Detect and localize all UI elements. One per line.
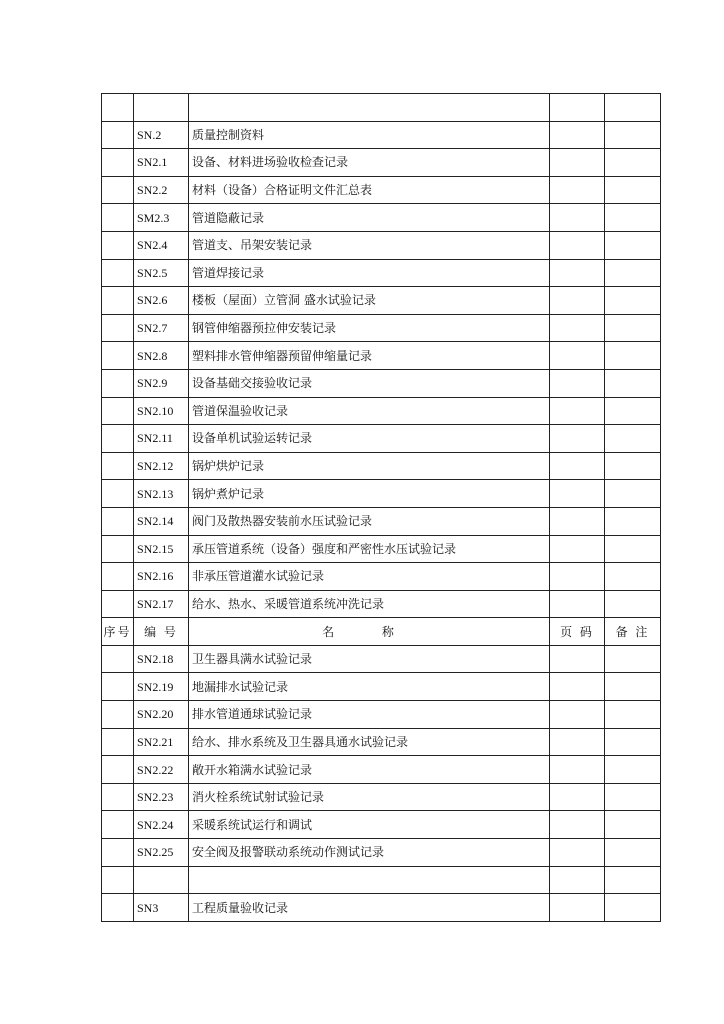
cell-code: SN2.19 (134, 673, 189, 701)
cell-name (189, 94, 550, 122)
header-name: 名 称 (189, 618, 550, 646)
cell-index (102, 342, 134, 370)
cell-code: SM2.3 (134, 204, 189, 232)
cell-index (102, 121, 134, 149)
cell-index (102, 645, 134, 673)
cell-note (605, 231, 661, 259)
cell-note (605, 425, 661, 453)
cell-note (605, 149, 661, 177)
cell-code: SN2.22 (134, 756, 189, 784)
cell-index (102, 480, 134, 508)
table-row (102, 645, 661, 673)
table-row (102, 507, 661, 535)
table-row (102, 673, 661, 701)
cell-index (102, 728, 134, 756)
table-row (102, 287, 661, 315)
cell-page (550, 342, 605, 370)
cell-page (550, 425, 605, 453)
cell-name: 质量控制资料 (189, 121, 550, 149)
cell-code: SN2.6 (134, 287, 189, 315)
cell-name: 设备单机试验运转记录 (189, 425, 550, 453)
cell-code: SN2.10 (134, 397, 189, 425)
cell-code: SN2.14 (134, 507, 189, 535)
table-row (102, 397, 661, 425)
cell-note (605, 590, 661, 618)
cell-name: 塑料排水管伸缩器预留伸缩量记录 (189, 342, 550, 370)
cell-note (605, 645, 661, 673)
cell-code: SN2.13 (134, 480, 189, 508)
table-row (102, 811, 661, 839)
cell-note (605, 452, 661, 480)
cell-index (102, 314, 134, 342)
cell-page (550, 756, 605, 784)
cell-page (550, 839, 605, 867)
cell-name: 排水管道通球试验记录 (189, 701, 550, 729)
table-row (102, 535, 661, 563)
cell-note (605, 480, 661, 508)
cell-name: 管道隐蔽记录 (189, 204, 550, 232)
cell-index (102, 397, 134, 425)
cell-code (134, 866, 189, 894)
table-row (102, 452, 661, 480)
header-note: 备 注 (605, 618, 661, 646)
cell-name: 地漏排水试验记录 (189, 673, 550, 701)
cell-note (605, 204, 661, 232)
cell-code: SN2.18 (134, 645, 189, 673)
cell-index (102, 287, 134, 315)
cell-code: SN2.17 (134, 590, 189, 618)
cell-page (550, 204, 605, 232)
cell-index (102, 839, 134, 867)
table-header-row (102, 618, 661, 646)
cell-code: SN2.23 (134, 783, 189, 811)
cell-index (102, 590, 134, 618)
cell-name: 工程质量验收记录 (189, 894, 550, 922)
cell-name: 给水、热水、采暖管道系统冲洗记录 (189, 590, 550, 618)
cell-name: 给水、排水系统及卫生器具通水试验记录 (189, 728, 550, 756)
cell-name: 敞开水箱满水试验记录 (189, 756, 550, 784)
cell-index (102, 149, 134, 177)
table-row (102, 231, 661, 259)
table-row (102, 94, 661, 122)
cell-name: 消火栓系统试射试验记录 (189, 783, 550, 811)
cell-code: SN2.21 (134, 728, 189, 756)
cell-note (605, 673, 661, 701)
cell-name: 设备、材料进场验收检查记录 (189, 149, 550, 177)
cell-note (605, 397, 661, 425)
table-row (102, 425, 661, 453)
table-row (102, 314, 661, 342)
table-row (102, 121, 661, 149)
table-row (102, 590, 661, 618)
cell-note (605, 756, 661, 784)
cell-page (550, 121, 605, 149)
cell-note (605, 342, 661, 370)
table-row (102, 259, 661, 287)
cell-note (605, 121, 661, 149)
cell-note (605, 94, 661, 122)
cell-page (550, 866, 605, 894)
header-page: 页 码 (550, 618, 605, 646)
cell-code (134, 94, 189, 122)
cell-page (550, 94, 605, 122)
cell-name: 采暖系统试运行和调试 (189, 811, 550, 839)
cell-page (550, 507, 605, 535)
cell-index (102, 783, 134, 811)
cell-name: 管道支、吊架安装记录 (189, 231, 550, 259)
cell-code: SN2.2 (134, 176, 189, 204)
cell-index (102, 535, 134, 563)
cell-note (605, 507, 661, 535)
cell-name (189, 866, 550, 894)
cell-code: SN2.12 (134, 452, 189, 480)
cell-name: 钢管伸缩器预拉伸安装记录 (189, 314, 550, 342)
cell-code: SN2.25 (134, 839, 189, 867)
cell-page (550, 480, 605, 508)
table-row (102, 176, 661, 204)
cell-index (102, 259, 134, 287)
table-row (102, 563, 661, 591)
cell-code: SN2.15 (134, 535, 189, 563)
cell-name: 锅炉煮炉记录 (189, 480, 550, 508)
table-row (102, 701, 661, 729)
cell-index (102, 176, 134, 204)
cell-page (550, 811, 605, 839)
cell-index (102, 204, 134, 232)
cell-page (550, 314, 605, 342)
table-row (102, 756, 661, 784)
cell-index (102, 563, 134, 591)
cell-index (102, 452, 134, 480)
header-index: 序号 (102, 618, 134, 646)
cell-code: SN2.5 (134, 259, 189, 287)
cell-page (550, 369, 605, 397)
cell-page (550, 563, 605, 591)
cell-name: 卫生器具满水试验记录 (189, 645, 550, 673)
cell-page (550, 452, 605, 480)
cell-note (605, 535, 661, 563)
cell-code: SN2.24 (134, 811, 189, 839)
cell-index (102, 94, 134, 122)
table-row (102, 839, 661, 867)
cell-note (605, 811, 661, 839)
cell-code: SN3 (134, 894, 189, 922)
cell-page (550, 894, 605, 922)
cell-name: 安全阀及报警联动系统动作测试记录 (189, 839, 550, 867)
cell-note (605, 866, 661, 894)
cell-note (605, 728, 661, 756)
cell-note (605, 369, 661, 397)
cell-note (605, 259, 661, 287)
cell-index (102, 756, 134, 784)
cell-page (550, 645, 605, 673)
cell-page (550, 701, 605, 729)
cell-index (102, 369, 134, 397)
cell-code: SN2.16 (134, 563, 189, 591)
table-body (102, 94, 661, 922)
cell-index (102, 425, 134, 453)
cell-index (102, 701, 134, 729)
cell-note (605, 839, 661, 867)
cell-index (102, 894, 134, 922)
table-row (102, 204, 661, 232)
cell-code: SN2.20 (134, 701, 189, 729)
cell-code: SN.2 (134, 121, 189, 149)
cell-page (550, 287, 605, 315)
cell-code: SN2.1 (134, 149, 189, 177)
cell-note (605, 314, 661, 342)
cell-index (102, 673, 134, 701)
cell-note (605, 701, 661, 729)
cell-code: SN2.9 (134, 369, 189, 397)
cell-name: 管道保温验收记录 (189, 397, 550, 425)
cell-page (550, 535, 605, 563)
cell-page (550, 397, 605, 425)
cell-note (605, 563, 661, 591)
table-row (102, 728, 661, 756)
cell-page (550, 783, 605, 811)
cell-page (550, 231, 605, 259)
cell-page (550, 673, 605, 701)
cell-page (550, 259, 605, 287)
table-row (102, 480, 661, 508)
table-row (102, 149, 661, 177)
cell-page (550, 728, 605, 756)
cell-name: 材料（设备）合格证明文件汇总表 (189, 176, 550, 204)
cell-code: SN2.8 (134, 342, 189, 370)
header-code: 编 号 (134, 618, 189, 646)
table-row (102, 342, 661, 370)
cell-name: 锅炉烘炉记录 (189, 452, 550, 480)
cell-code: SN2.4 (134, 231, 189, 259)
table-row (102, 783, 661, 811)
cell-page (550, 176, 605, 204)
cell-page (550, 590, 605, 618)
cell-index (102, 231, 134, 259)
cell-name: 设备基础交接验收记录 (189, 369, 550, 397)
cell-name: 阀门及散热器安装前水压试验记录 (189, 507, 550, 535)
table-row (102, 369, 661, 397)
cell-name: 管道焊接记录 (189, 259, 550, 287)
cell-code: SN2.11 (134, 425, 189, 453)
cell-code: SN2.7 (134, 314, 189, 342)
cell-note (605, 176, 661, 204)
cell-index (102, 811, 134, 839)
cell-index (102, 507, 134, 535)
document-index-table (101, 93, 661, 922)
cell-note (605, 287, 661, 315)
cell-name: 楼板（屋面）立管洞 盛水试验记录 (189, 287, 550, 315)
cell-note (605, 894, 661, 922)
cell-index (102, 866, 134, 894)
table-row (102, 866, 661, 894)
cell-name: 承压管道系统（设备）强度和严密性水压试验记录 (189, 535, 550, 563)
cell-name: 非承压管道灌水试验记录 (189, 563, 550, 591)
table-row (102, 894, 661, 922)
cell-note (605, 783, 661, 811)
cell-page (550, 149, 605, 177)
